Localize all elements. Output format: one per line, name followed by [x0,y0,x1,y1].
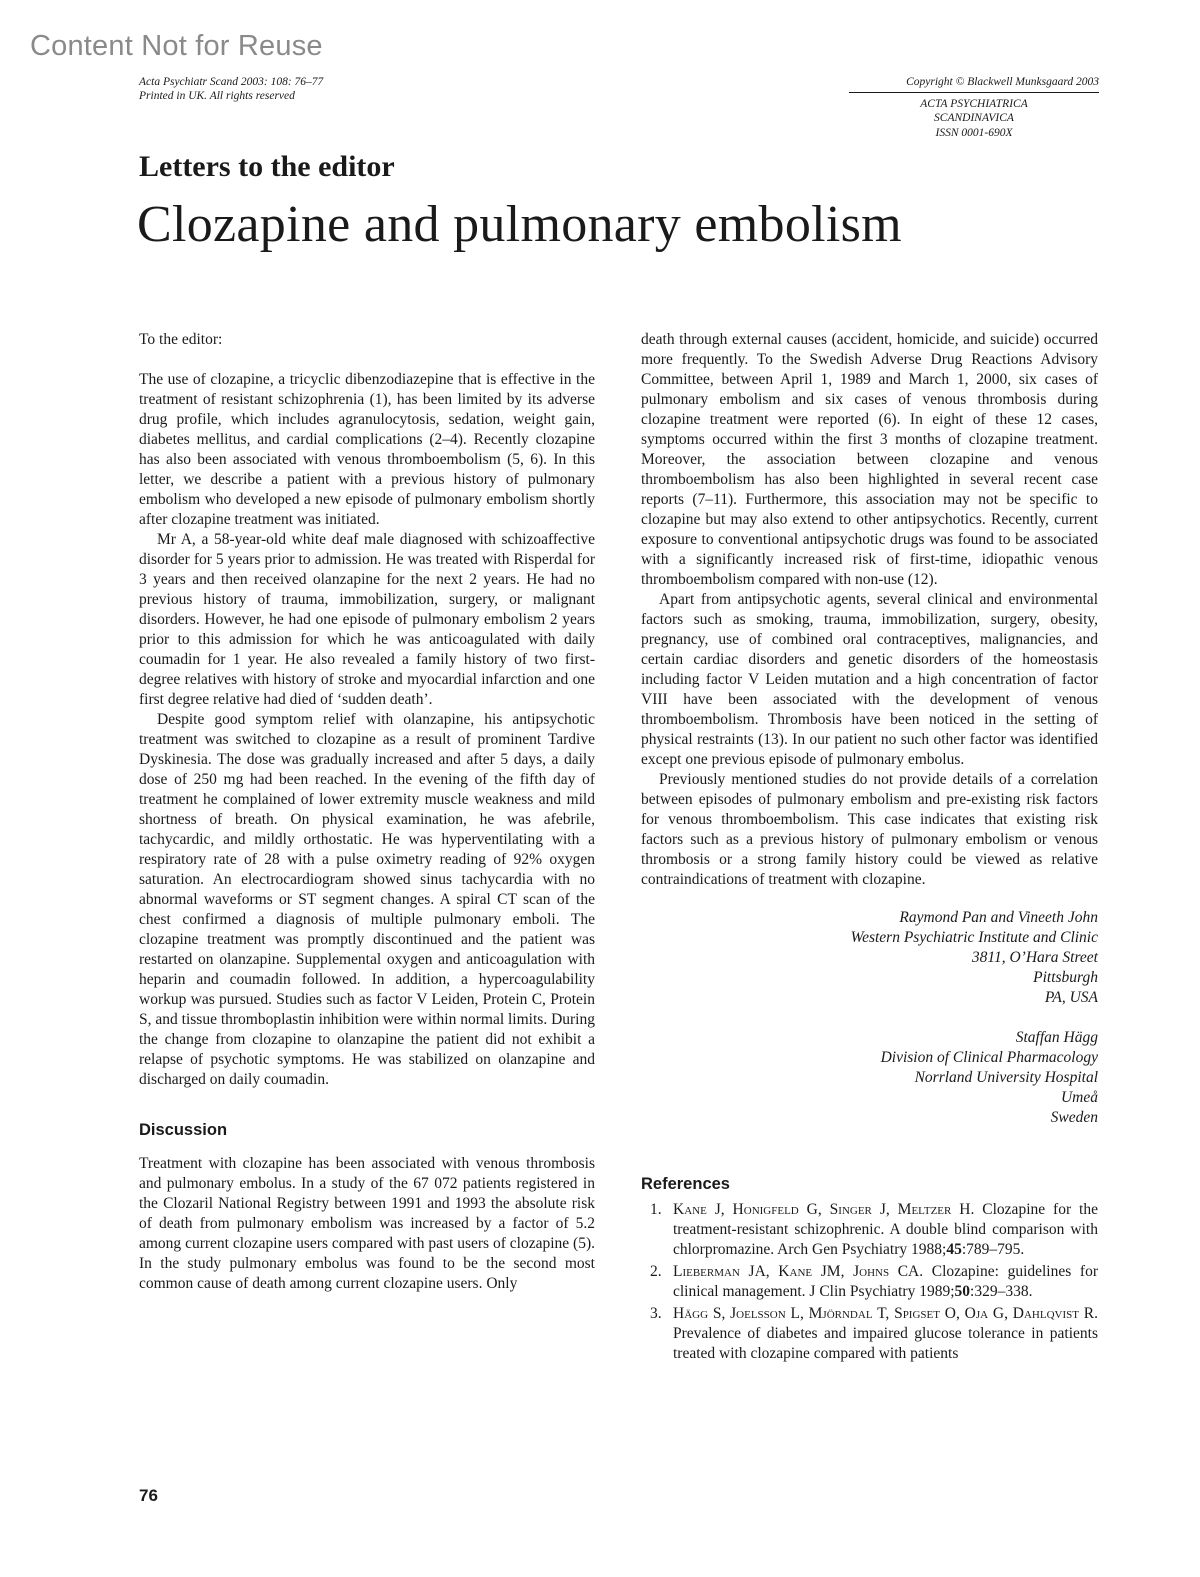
author-signature [641,1028,1098,1128]
reference-pages: :789–795. [961,1241,1025,1258]
salutation: To the editor: [139,331,223,348]
left-column [139,330,595,1294]
watermark: Content Not for Reuse [30,30,323,62]
journal-masthead [849,75,1099,140]
reference-authors: Hägg S, Joelsson L, Mjörndal T, Spigset O, Oja G, Dahlqvist R. [673,1305,1098,1322]
reference-item [641,1200,1098,1260]
reference-volume: 45 [946,1241,962,1258]
discussion-paragraph: Previously mentioned studies do not provide details of a correlation between episodes of pulmonary embolism and pre-existing risk factors for venous thromboembolism. This case indicates that existing risk factors such as a previous history of pulmonary embolism or venous thrombosis or a strong family history could be viewed as relative contraindications of treatment with clozapine. [641,771,1098,888]
discussion-heading: Discussion [139,1121,228,1139]
author-city: Umeå [1060,1089,1098,1106]
reference-pages: :329–338. [970,1283,1033,1300]
reference-number: 1. [650,1201,662,1218]
section-label: Letters to the editor [139,150,395,183]
discussion-paragraph-continued: death through external causes (accident, homicide, and suicide) occurred more frequently. To the Swedish Adverse Drug Reactions Advisory Committee, between April 1, 1989 and March 1, 2000, six cases of pulmonary embolism and six cases of venous thrombosis during clozapine treatment were reported (6). In eight of these 12 cases, symptoms occurred within the first 3 months of clozapine treatment. Moreover, the association between clozapine and venous thromboembolism has also been highlighted in several recent case reports (7–11). Furthermore, this association may not be specific to clozapine but may also extend to other antipsychotics. Recently, current exposure to conventional antipsychotic drugs was found to be associated with a significantly increased risk of first-time, idiopathic venous thromboembolism compared with non-use (12). [641,331,1098,588]
copyright-line: Copyright © Blackwell Munksgaard 2003 [849,75,1099,93]
reference-text: Prevalence of diabetes and impaired glucose tolerance in patients treated with clozapine compared with patients [673,1325,1098,1362]
author-names: Raymond Pan and Vineeth John [899,909,1098,926]
body-paragraph: Mr A, a 58-year-old white deaf male diagnosed with schizoaffective disorder for 5 years prior to admission. He was treated with Risperdal for 3 years and then received olanzapine for the next 2 years. He had no previous history of trauma, immobilization, surgery, or malignant disorders. However, he had one episode of pulmonary embolism 2 years prior to this admission for which he was anticoagulated with daily coumadin for 1 year. He also revealed a family history of two first-degree relatives with history of stroke and myocardial infarction and one first degree relative had died of ‘sudden death’. [139,531,595,708]
journal-name-line2: SCANDINAVICA [934,112,1014,124]
issn: ISSN 0001-690X [935,126,1013,139]
rights-line: Printed in UK. All rights reserved [139,90,295,102]
reference-item [641,1262,1098,1302]
article-title: Clozapine and pulmonary embolism [137,196,902,253]
reference-authors: Kane J, Honigfeld G, Singer J, Meltzer H. [673,1201,975,1218]
discussion-paragraph-start: Treatment with clozapine has been associated with venous thrombosis and pulmonary embolus. In a study of the 67 072 patients registered in the Clozaril National Registry between 1991 and 1993 the absolute risk of death from pulmonary embolism was increased by a factor of 5.2 among current clozapine users compared with past users of clozapine (5). In the study pulmonary embolus was found to be the second most common cause of death among current clozapine users. Only [139,1155,595,1292]
author-department: Division of Clinical Pharmacology [880,1049,1098,1066]
reference-authors: Lieberman JA, Kane JM, Johns CA. [673,1263,924,1280]
author-signature [641,908,1098,1008]
author-street: 3811, O’Hara Street [971,949,1098,966]
journal-citation [139,75,323,103]
author-country: PA, USA [1044,989,1098,1006]
right-column [641,330,1098,1366]
author-institution: Western Psychiatric Institute and Clinic [850,929,1098,946]
author-country: Sweden [1050,1109,1098,1126]
reference-volume: 50 [954,1283,971,1300]
author-names: Staffan Hägg [1015,1029,1098,1046]
body-paragraph: Despite good symptom relief with olanzapine, his antipsychotic treatment was switched to clozapine as a result of prominent Tardive Dyskinesia. The dose was gradually increased and after 5 days, a daily dose of 250 mg had been reached. In the evening of the fifth day of treatment he complained of lower extremity muscle weakness and mild shortness of breath. On physical examination, he was afebrile, tachycardic, and mildly orthostatic. He was hyperventilating with a respiratory rate of 28 with a pulse oximetry reading of 92% oxygen saturation. An electrocardiogram showed sinus tachycardia with no abnormal waveforms or ST segment changes. A spiral CT scan of the chest confirmed a diagnosis of multiple pulmonary emboli. The clozapine treatment was promptly discontinued and the patient was restarted on olanzapine. Supplemental oxygen and anticoagulation with heparin and coumadin followed. In addition, a hypercoagulability workup was pursued. Studies such as factor V Leiden, Protein C, Protein S, and tissue thromboplastin inhibition were within normal limits. During the change from clozapine to olanzapine the patient did not exhibit a relapse of psychotic symptoms. He was stabilized on olanzapine and discharged on daily coumadin. [139,711,595,1088]
references-heading: References [641,1175,730,1193]
citation-line: Acta Psychiatr Scand 2003: 108: 76–77 [139,76,324,88]
author-institution: Norrland University Hospital [914,1069,1098,1086]
discussion-paragraph: Apart from antipsychotic agents, several clinical and environmental factors such as smoking, trauma, immobilization, surgery, obesity, pregnancy, use of combined oral contraceptives, malignancies, and certain cardiac disorders and genetic disorders of the homeostasis including factor V Leiden mutation and a high concentration of factor VIII have been associated with the development of venous thromboembolism. Thrombosis have been noticed in the setting of physical restraints (13). In our patient no such other factor was identified except one previous episode of pulmonary embolus. [641,591,1098,768]
author-city: Pittsburgh [1033,969,1098,986]
reference-item [641,1304,1098,1364]
reference-text: Clozapine for the treatment-resistant schizophrenic. A double blind comparison with chlorpromazine. Arch Gen Psychiatry 1988; [673,1201,1098,1258]
reference-number: 3. [650,1305,662,1322]
references-list [641,1200,1098,1364]
reference-number: 2. [650,1263,662,1280]
page-number: 76 [139,1486,158,1505]
reference-text: Clozapine: guidelines for clinical management. J Clin Psychiatry 1989; [673,1263,1098,1300]
journal-name-line1: ACTA PSYCHIATRICA [920,97,1028,110]
body-paragraph: The use of clozapine, a tricyclic dibenzodiazepine that is effective in the treatment of resistant schizophrenia (1), has been limited by its adverse drug profile, which includes agranulocytosis, sedation, weight gain, diabetes mellitus, and cardial complications (2–4). Recently clozapine has also been associated with venous thromboembolism (5, 6). In this letter, we describe a patient with a previous history of pulmonary embolism who developed a new episode of pulmonary embolism shortly after clozapine treatment was initiated. [139,371,595,528]
